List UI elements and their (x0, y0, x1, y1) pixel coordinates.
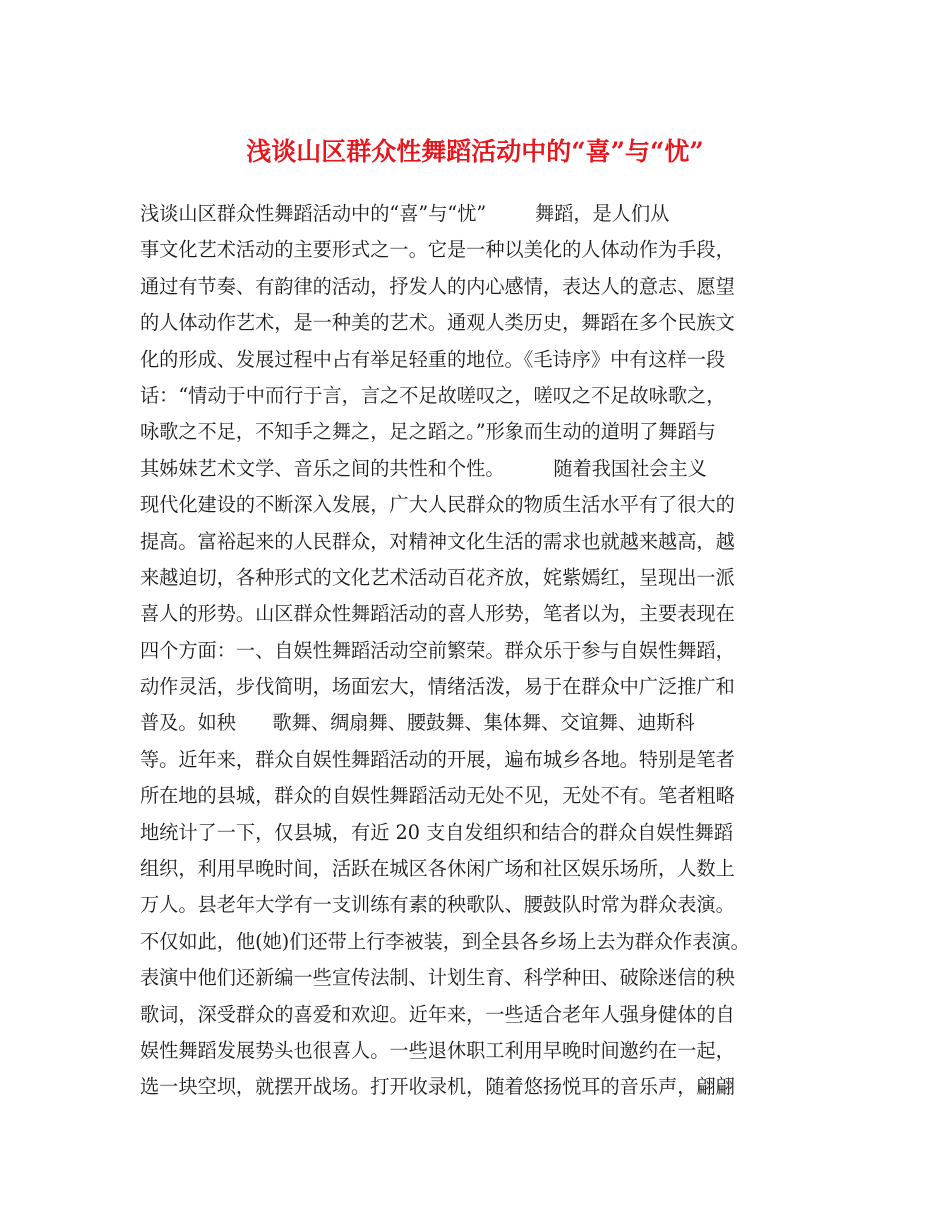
document-title: 浅谈山区群众性舞蹈活动中的“喜”与“忧” (246, 137, 704, 166)
body-line: 咏歌之不足，不知手之舞之，足之蹈之。”形象而生动的道明了舞蹈与 (140, 420, 716, 444)
body-line: 来越迫切，各种形式的文化艺术活动百花齐放，姹紫嫣红，呈现出一派 (140, 565, 735, 589)
body-line: 的人体动作艺术，是一种美的艺术。通观人类历史，舞蹈在多个民族文 (140, 311, 735, 335)
body-line: 普及。如秧 歌舞、绸扇舞、腰鼓舞、集体舞、交谊舞、迪斯科 (140, 711, 695, 735)
body-line: 所在地的县城，群众的自娱性舞蹈活动无处不见，无处不有。笔者粗略 (140, 784, 735, 808)
body-line: 等。近年来，群众自娱性舞蹈活动的开展，遍布城乡各地。特别是笔者 (140, 747, 735, 771)
body-line: 现代化建设的不断深入发展，广大人民群众的物质生活水平有了很大的 (140, 493, 735, 517)
body-line: 地统计了一下，仅县城，有近 20 支自发组织和结合的群众自娱性舞蹈 (140, 820, 734, 844)
body-line: 话：“情动于中而行于言，言之不足故嗟叹之，嗟叹之不足故咏歌之， (140, 383, 726, 407)
body-line: 不仅如此，他(她)们还带上行李被装，到全县各乡场上去为群众作表演。 (140, 929, 750, 953)
body-line: 组织，利用早晚时间，活跃在城区各休闲广场和社区娱乐场所，人数上 (140, 857, 735, 881)
body-line: 提高。富裕起来的人民群众，对精神文化生活的需求也就越来越高，越 (140, 529, 735, 553)
body-line: 事文化艺术活动的主要形式之一。它是一种以美化的人体动作为手段， (140, 238, 735, 262)
body-line: 四个方面：一、自娱性舞蹈活动空前繁荣。群众乐于参与自娱性舞蹈， (140, 638, 735, 662)
body-line: 动作灵活，步伐简明，场面宏大，情绪活泼，易于在群众中广泛推广和 (140, 675, 735, 699)
body-line: 表演中他们还新编一些宣传法制、计划生育、科学种田、破除迷信的秧 (140, 966, 735, 990)
body-line: 浅谈山区群众性舞蹈活动中的“喜”与“忧” 舞蹈，是人们从 (140, 202, 670, 225)
body-line: 化的形成、发展过程中占有举足轻重的地位。《毛诗序》中有这样一段 (140, 347, 726, 371)
body-line: 通过有节奏、有韵律的活动，抒发人的内心感情，表达人的意志、愿望 (140, 274, 735, 298)
body-line: 喜人的形势。山区群众性舞蹈活动的喜人形势，笔者以为，主要表现在 (140, 602, 735, 626)
body-line: 歌词，深受群众的喜爱和欢迎。近年来，一些适合老年人强身健体的自 (140, 1002, 735, 1026)
body-line: 选一块空坝，就摆开战场。打开收录机，随着悠扬悦耳的音乐声，翩翩 (140, 1075, 735, 1099)
body-line: 其姊妹艺术文学、音乐之间的共性和个性。 随着我国社会主义 (140, 456, 707, 480)
body-line: 万人。县老年大学有一支训练有素的秧歌队、腰鼓队时常为群众表演。 (140, 893, 735, 917)
body-line: 娱性舞蹈发展势头也很喜人。一些退休职工利用早晚时间邀约在一起， (140, 1038, 735, 1062)
document-body (140, 196, 820, 1106)
